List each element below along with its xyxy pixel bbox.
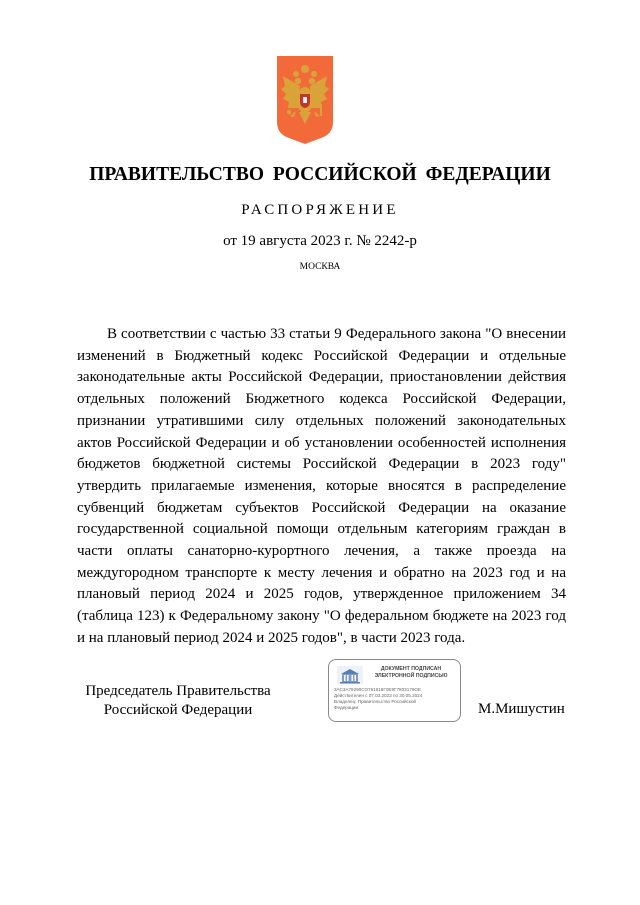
stamp-title-line2: ЭЛЕКТРОННОЙ ПОДПИСЬЮ	[374, 672, 448, 679]
signatory-name: М.Мишустин	[478, 701, 565, 717]
stamp-owner-line2: Федерации	[334, 705, 359, 710]
government-building-icon	[335, 665, 365, 685]
stamp-certificate: 3АС3А79290СО761618Г0Е9Г7803178ОЕ	[334, 687, 422, 692]
russian-coat-of-arms-icon	[277, 56, 333, 144]
order-text	[77, 324, 566, 650]
government-title: ПРАВИТЕЛЬСТВО РОССИЙСКОЙ ФЕДЕРАЦИИ	[89, 164, 551, 185]
document-type: РАСПОРЯЖЕНИЕ	[241, 202, 399, 218]
signatory-position-line1: Председатель Правительства	[85, 683, 271, 699]
document-date-number: от 19 августа 2023 г. № 2242-р	[223, 233, 417, 249]
stamp-title	[363, 666, 459, 679]
document-city: МОСКВА	[299, 262, 341, 272]
stamp-details	[334, 687, 458, 711]
signatory-position-line2: Российской Федерации	[103, 702, 253, 718]
coat-of-arms-emblem	[277, 56, 333, 144]
stamp-owner-line1: Владелец: Правительство Российской	[334, 699, 416, 704]
electronic-signature-stamp	[328, 659, 461, 722]
stamp-title-line1: ДОКУМЕНТ ПОДПИСАН	[380, 666, 442, 672]
signatory-position	[78, 682, 278, 720]
order-paragraph: В соответствии с частью 33 статьи 9 Федерального закона "О внесении изменений в Бюджетный кодекс Российской Федерации и отдельные законодательные акты Российской Федерации, приостановлении действия отдельных положений Бюджетного кодекса Российской Федерации, признании утратившими силу отдельных положений законодательных актов Российской Федерации и об установлении особенностей исполнения бюджетов бюджетной системы Российской Федерации в 2023 году" утвердить прилагаемые изменения, которые вносятся в распределение субвенций бюджетам субъектов Российской Федерации на оказание государственной социальной помощи отдельным категориям граждан в части оплаты санаторно-курортного лечения, а также проезда на междугородном транспорте к месту лечения и обратно на 2023 год и на плановый период 2024 и 2025 годов, утвержденное приложением 34 (таблица 123) к Федеральному закону "О федеральном бюджете на 2023 год и на плановый период 2024 и 2025 годов", в части 2023 года.	[77, 326, 566, 646]
stamp-validity: Действителен с 07.03.2023 по 30.05.2024	[334, 693, 423, 698]
